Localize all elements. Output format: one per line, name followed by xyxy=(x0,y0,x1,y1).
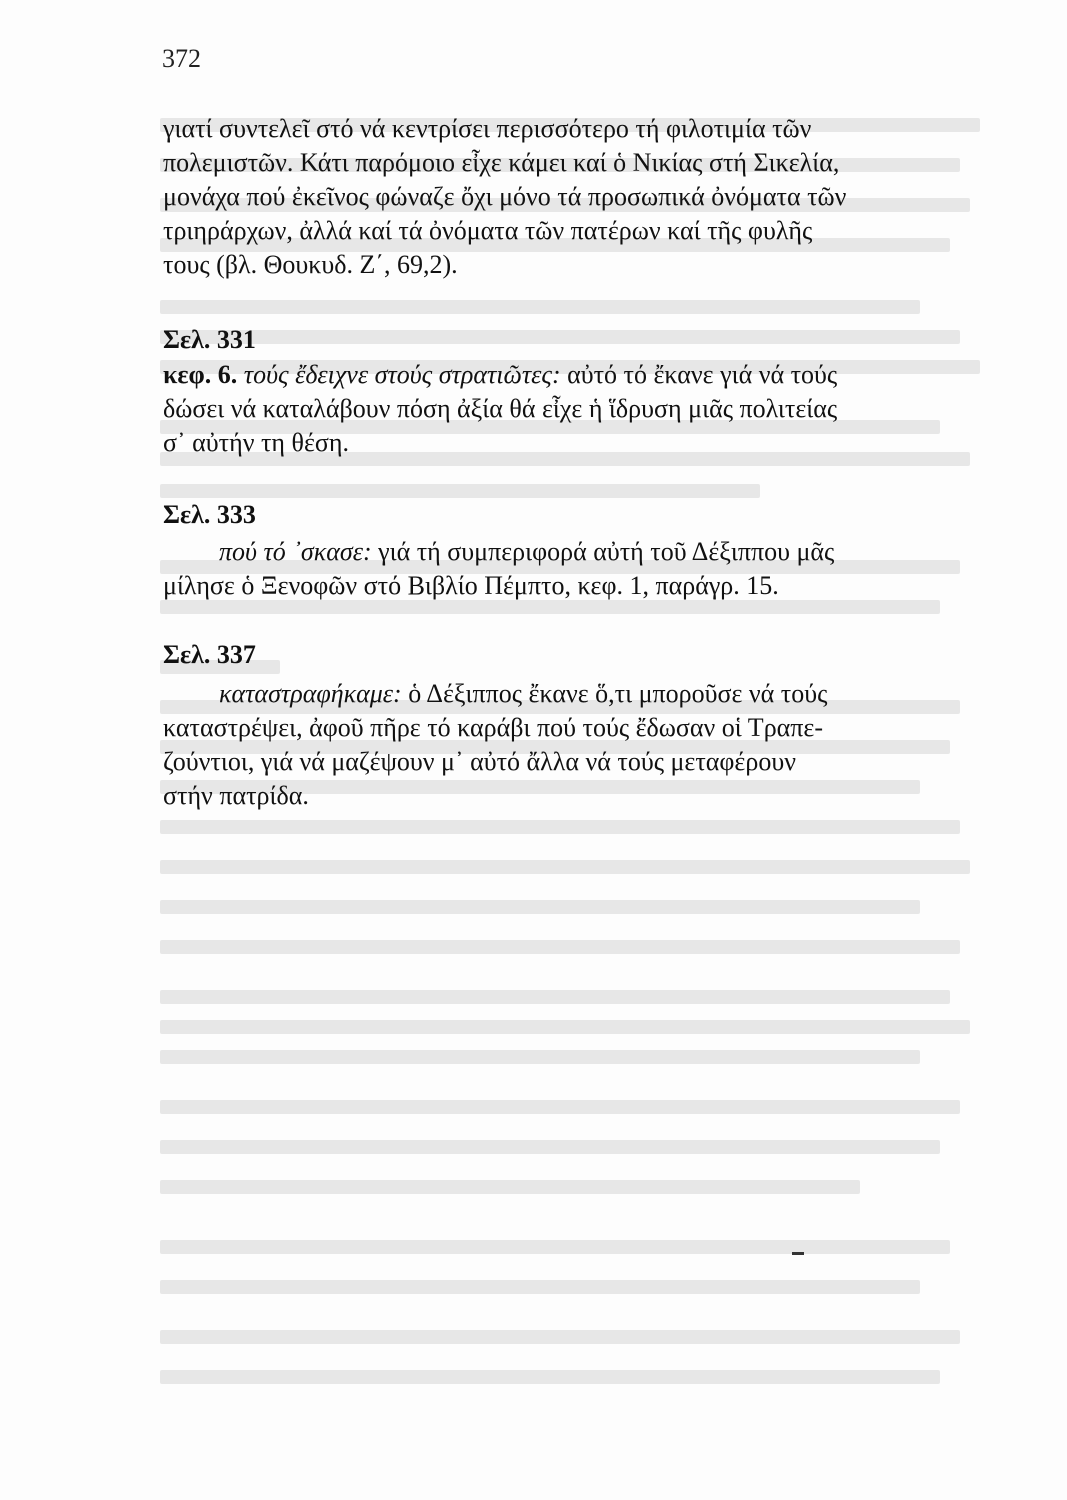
text-line: καταστρέψει, ἀφοῦ πῆρε τό καράβι πού τούς ἔδωσαν οἱ Τραπε- xyxy=(163,713,823,742)
text-line: μονάχα πού ἐκεῖνος φώναζε ὄχι μόνο τά προσωπικά ὀνόματα τῶν xyxy=(163,182,847,211)
text-line: στήν πατρίδα. xyxy=(163,781,309,810)
ink-mark xyxy=(792,1252,804,1255)
lemma: πού τό ᾽σκασε: xyxy=(219,537,372,566)
text-line: ὁ Δέξιππος ἔκανε ὅ,τι μποροῦσε νά τούς xyxy=(408,679,828,708)
lemma: καταστραφήκαμε: xyxy=(219,679,402,708)
section-heading-331: Σελ. 331 xyxy=(163,325,256,354)
paragraph-continuation xyxy=(163,112,993,282)
lemma: τούς ἔδειχνε στούς στρατιῶτες: xyxy=(243,360,561,389)
text-line: γιατί συντελεῖ στό νά κεντρίσει περισσότερο τή φιλοτιμία τῶν xyxy=(163,114,812,143)
text-line: ζούντιοι, γιά νά μαζέψουν μ᾽ αὐτό ἄλλα νά τούς μεταφέρουν xyxy=(163,747,796,776)
text-line: σ᾽ αὐτήν τη θέση. xyxy=(163,428,349,457)
note-331 xyxy=(163,358,993,460)
page-number: 372 xyxy=(162,44,201,73)
text-line: τους (βλ. Θουκυδ. Ζ΄, 69,2). xyxy=(163,250,458,279)
section-heading-333: Σελ. 333 xyxy=(163,500,256,529)
text-line: αὐτό τό ἔκανε γιά νά τούς xyxy=(567,360,838,389)
note-337 xyxy=(163,677,993,813)
chapter-ref: κεφ. 6. xyxy=(163,360,238,389)
text-line: πολεμιστῶν. Κάτι παρόμοιο εἶχε κάμει καί ὁ Νικίας στή Σικελία, xyxy=(163,148,840,177)
text-line: γιά τή συμπεριφορά αὐτή τοῦ Δέξιππου μᾶς xyxy=(378,537,835,566)
text-line: μίλησε ὁ Ξενοφῶν στό Βιβλίο Πέμπτο, κεφ. 1, παράγρ. 15. xyxy=(163,571,779,600)
note-333 xyxy=(163,535,993,603)
section-heading-337: Σελ. 337 xyxy=(163,640,256,669)
text-line: τριηράρχων, ἀλλά καί τά ὀνόματα τῶν πατέρων καί τῆς φυλῆς xyxy=(163,216,813,245)
text-line: δώσει νά καταλάβουν πόση ἀξία θά εἶχε ἡ ἵδρυση μιᾶς πολιτείας xyxy=(163,394,838,423)
